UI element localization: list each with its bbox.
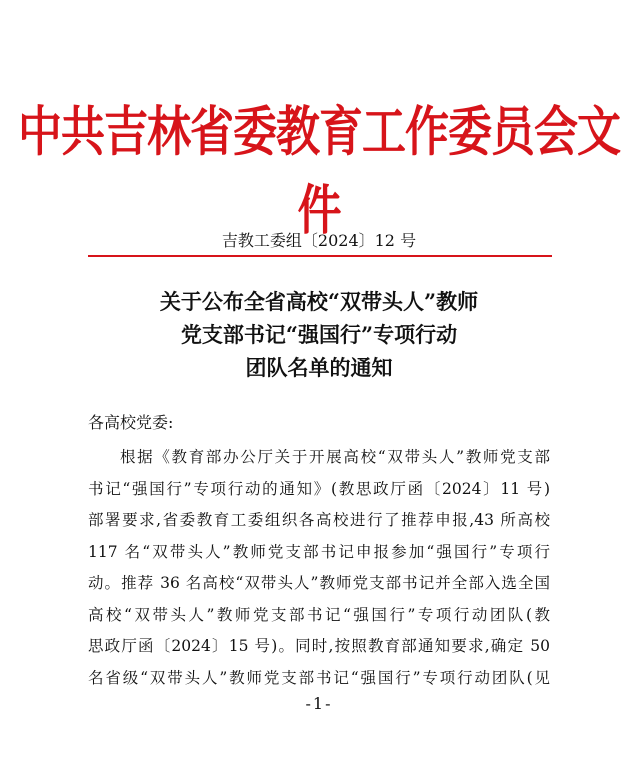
body-line: 书记“强国行”专项行动的通知》(教思政厅函〔2024〕11 号): [88, 479, 550, 498]
body-line: 根据《教育部办公厅关于开展高校“双带头人”教师党支部: [120, 448, 550, 466]
notice-title-line: 团队名单的通知: [245, 355, 393, 380]
body-line: 名省级“双带头人”教师党支部书记“强国行”专项行动团队(见: [88, 668, 550, 687]
notice-title-line: 党支部书记“强国行”专项行动: [180, 322, 458, 347]
body-line: 117 名“双带头人”教师党支部书记申报参加“强国行”专项行: [88, 542, 550, 561]
body-line: 动。推荐 36 名高校“双带头人”教师党支部书记并全部入选全国: [88, 574, 550, 592]
body-line: 高校“双带头人”教师党支部书记“强国行”专项行动团队(教: [88, 605, 550, 624]
notice-title-line: 关于公布全省高校“双带头人”教师: [159, 289, 479, 314]
page-number: -1-: [305, 694, 333, 713]
salutation: 各高校党委:: [88, 413, 174, 432]
document-header-title: 中共吉林省委教育工作委员会文件: [18, 101, 620, 242]
notice-title: [0, 285, 638, 384]
body-line: 思政厅函〔2024〕15 号)。同时,按照教育部通知要求,确定 50: [88, 637, 550, 655]
document-number: 吉教工委组〔2024〕12 号: [221, 231, 417, 250]
body-line: 部署要求,省委教育工委组织各高校进行了推荐申报,43 所高校: [88, 511, 550, 529]
red-divider-line: [88, 255, 552, 257]
body-paragraph: [88, 442, 550, 694]
